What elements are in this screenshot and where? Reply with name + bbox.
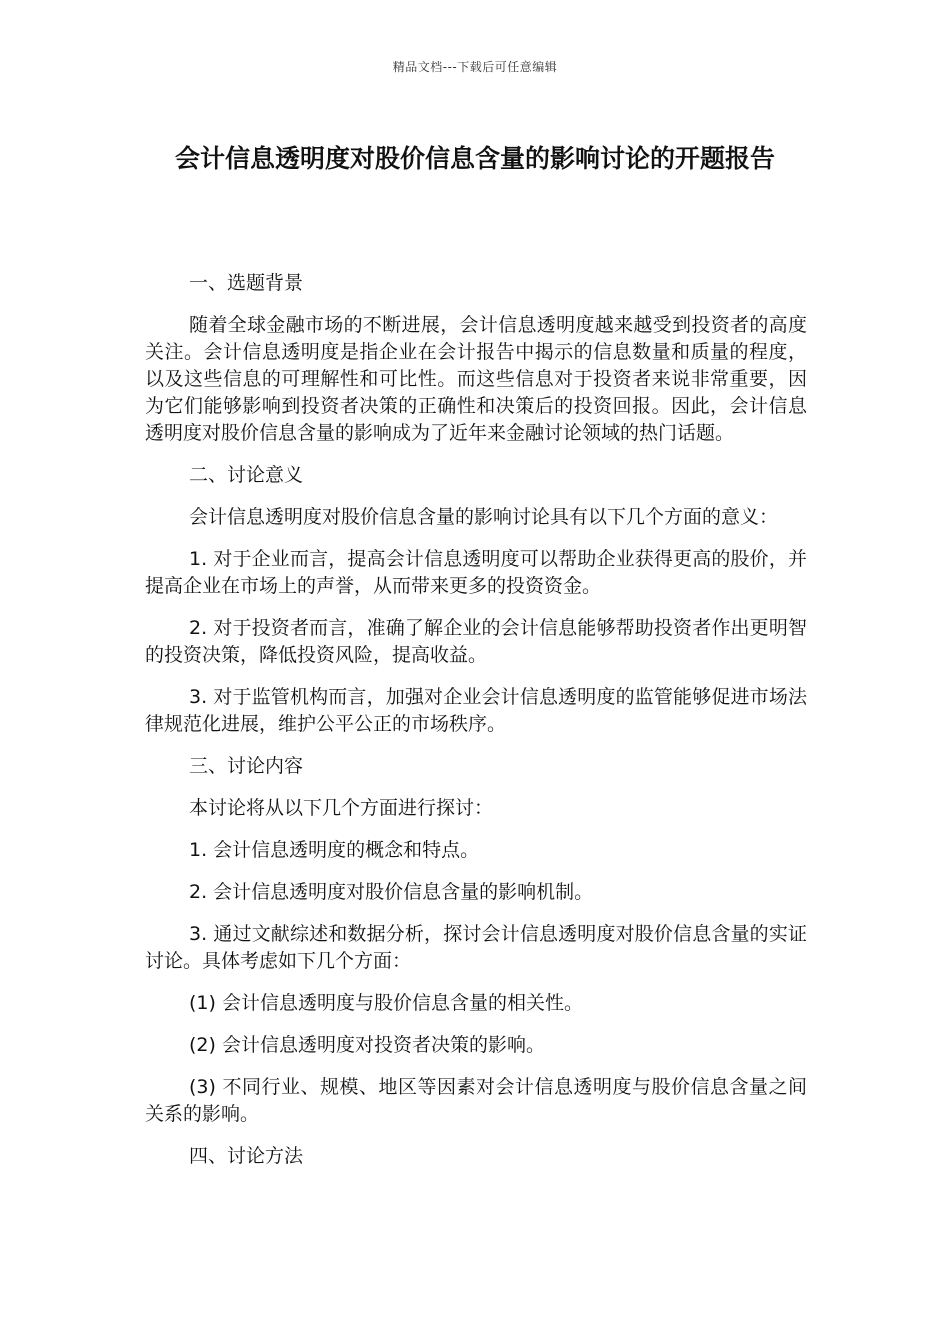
section-heading-content: 三、讨论内容 (189, 755, 304, 777)
document-body (145, 270, 807, 1185)
sub-item-content-2: (2) 会计信息透明度对投资者决策的影响。 (189, 1034, 545, 1056)
header-note: 精品文档---下载后可任意编辑 (392, 60, 558, 74)
document-title: 会计信息透明度对股价信息含量的影响讨论的开题报告 (174, 144, 775, 173)
paragraph-significance-intro: 会计信息透明度对股价信息含量的影响讨论具有以下几个方面的意义： (189, 506, 779, 528)
paragraph-background: 随着全球金融市场的不断进展，会计信息透明度越来越受到投资者的高度关注。会计信息透明度是指企业在会计报告中揭示的信息数量和质量的程度，以及这些信息的可理解性和可比性。而这些信息对于投资者来说非常重要，因为它们能够影响到投资者决策的正确性和决策后的投资回报。因此，会计信息透明度对股价信息含量的影响成为了近年来金融讨论领域的热门话题。 (145, 314, 807, 444)
list-item-content-3: 3. 通过文献综述和数据分析，探讨会计信息透明度对股价信息含量的实证讨论。具体考虑如下几个方面： (145, 923, 807, 972)
list-item-significance-1: 1. 对于企业而言，提高会计信息透明度可以帮助企业获得更高的股价，并提高企业在市场上的声誉，从而带来更多的投资资金。 (145, 548, 807, 597)
section-heading-method: 四、讨论方法 (189, 1145, 304, 1167)
list-item-significance-2: 2. 对于投资者而言，准确了解企业的会计信息能够帮助投资者作出更明智的投资决策，降低投资风险，提高收益。 (145, 617, 807, 666)
section-heading-significance: 二、讨论意义 (189, 464, 304, 486)
paragraph-content-intro: 本讨论将从以下几个方面进行探讨： (189, 797, 494, 819)
sub-item-content-3: (3) 不同行业、规模、地区等因素对会计信息透明度与股价信息含量之间关系的影响。 (145, 1076, 807, 1125)
section-heading-background: 一、选题背景 (189, 272, 304, 294)
list-item-significance-3: 3. 对于监管机构而言，加强对企业会计信息透明度的监管能够促进市场法律规范化进展，维护公平公正的市场秩序。 (145, 686, 807, 735)
list-item-content-1: 1. 会计信息透明度的概念和特点。 (189, 839, 480, 861)
list-item-content-2: 2. 会计信息透明度对股价信息含量的影响机制。 (189, 881, 594, 903)
sub-item-content-1: (1) 会计信息透明度与股价信息含量的相关性。 (189, 992, 583, 1014)
